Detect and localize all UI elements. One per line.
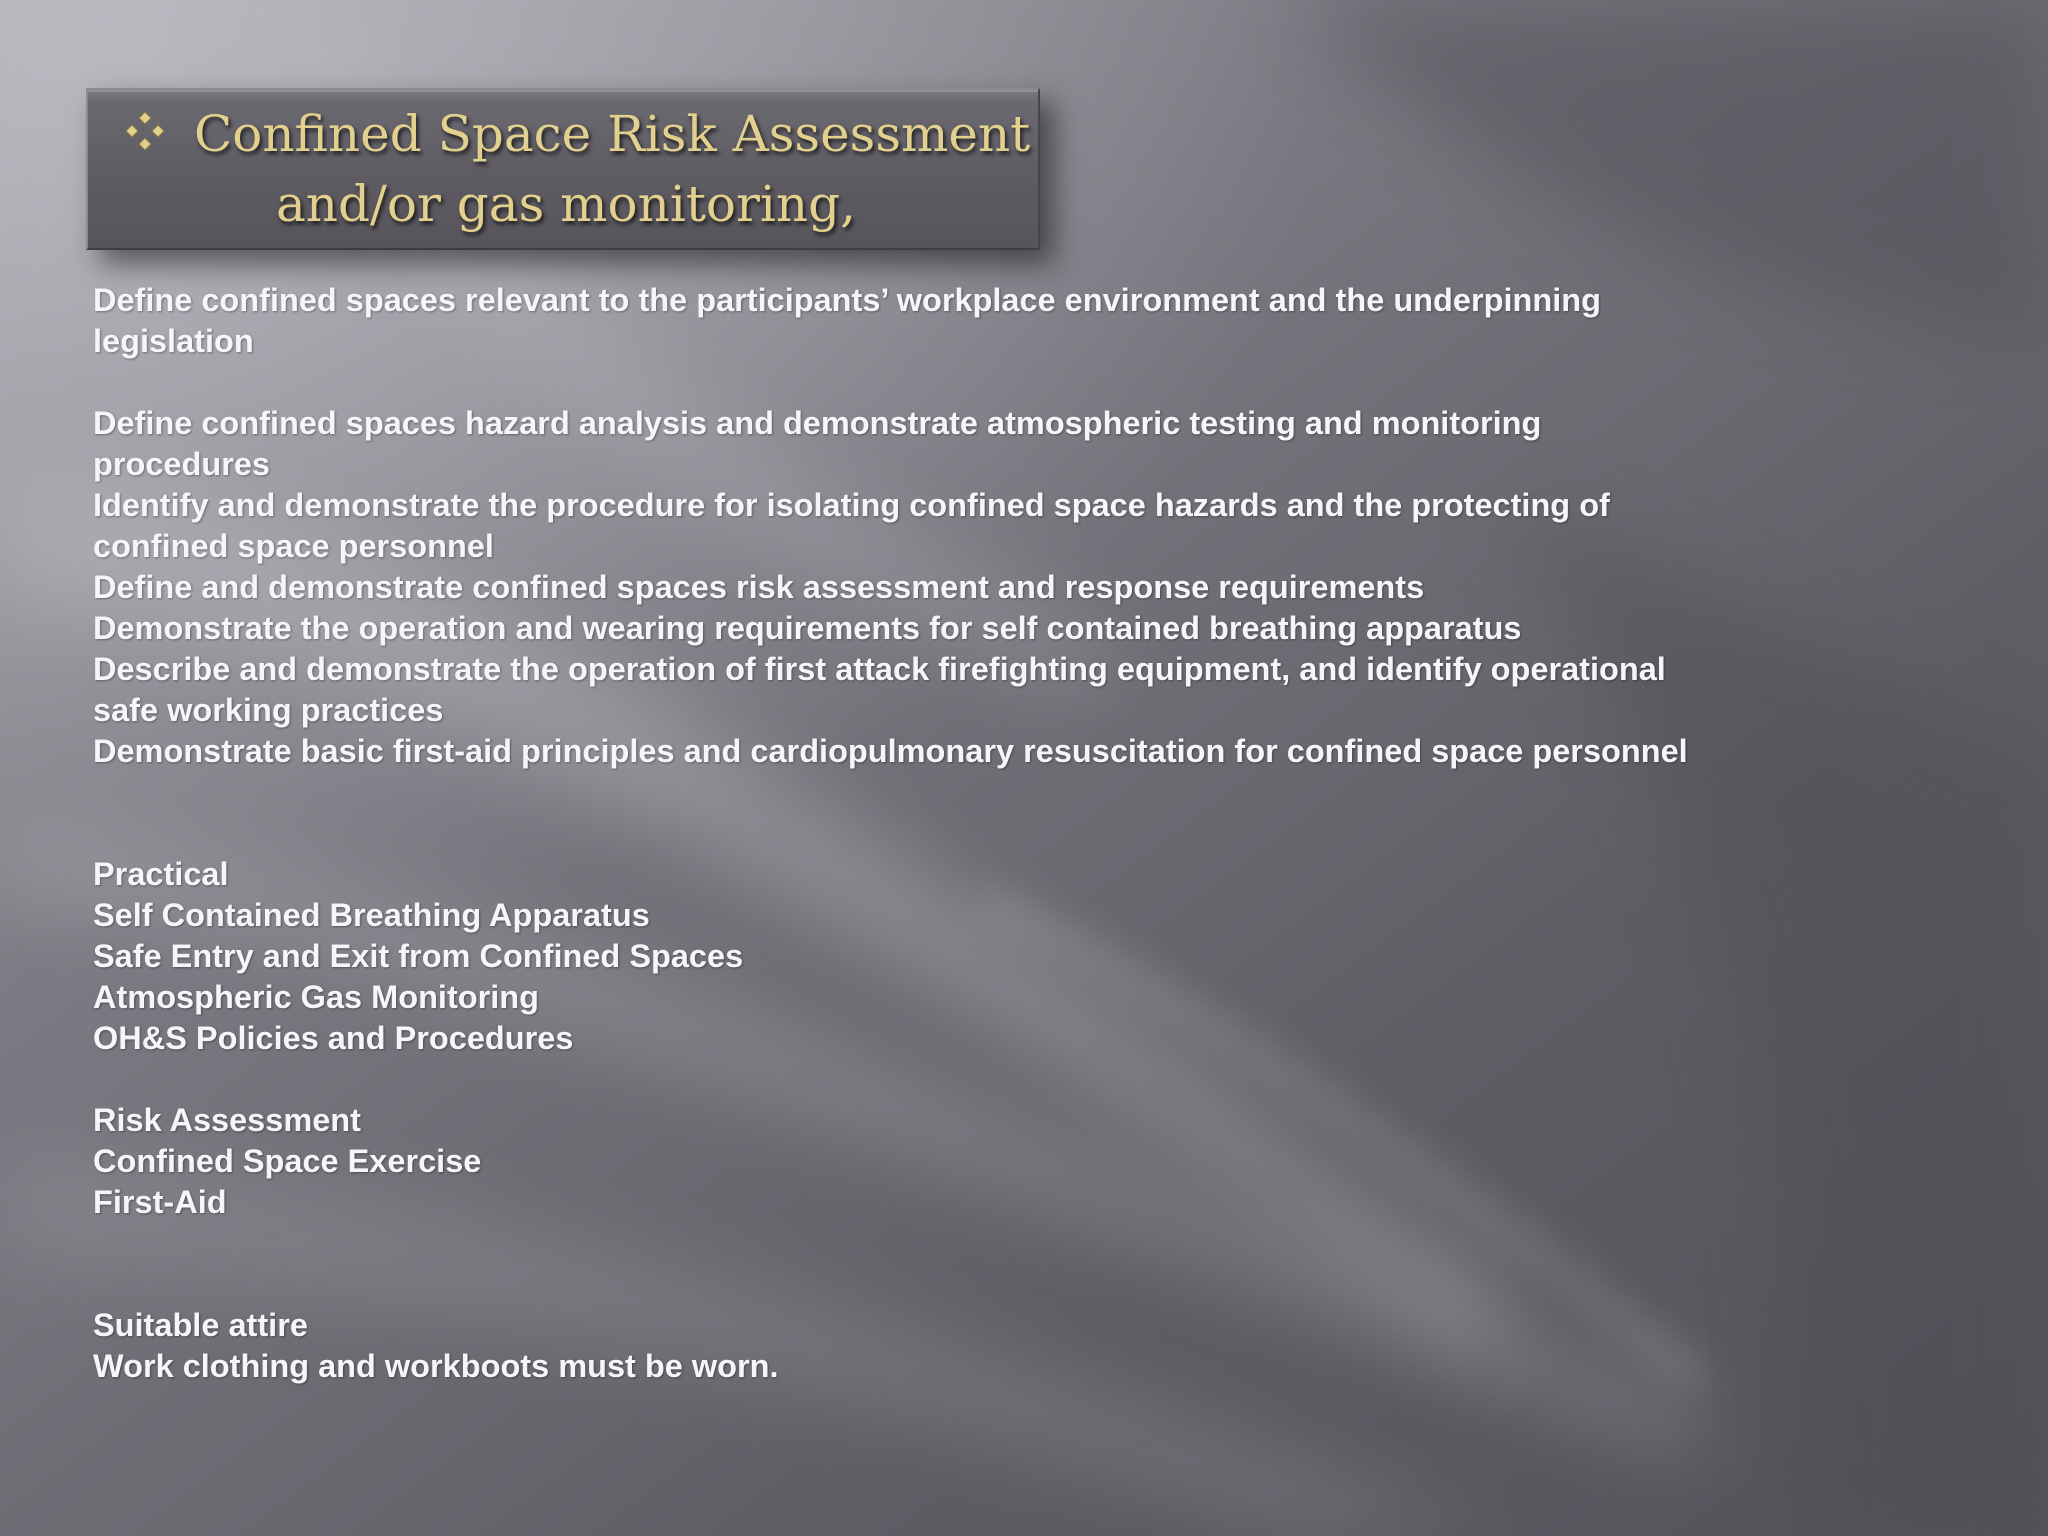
objective-line: Define and demonstrate confined spaces risk assessment and response requirements xyxy=(93,569,1425,605)
slide-title-line-1: Confined Space Risk Assessment xyxy=(194,105,1031,163)
objective-line: Demonstrate the operation and wearing requirements for self contained breathing apparatus xyxy=(93,610,1522,646)
four-diamond-bullet-icon xyxy=(122,108,168,154)
title-box xyxy=(86,88,1040,250)
spacer xyxy=(93,1223,1913,1305)
objective-line: Define confined spaces hazard analysis and demonstrate atmospheric testing and monitoring xyxy=(93,405,1542,441)
practical-item: Safe Entry and Exit from Confined Spaces xyxy=(93,938,744,974)
spacer xyxy=(93,362,1913,403)
assessment-item: First-Aid xyxy=(93,1184,227,1220)
spacer xyxy=(93,1059,1913,1100)
assessment-item: Confined Space Exercise xyxy=(93,1143,482,1179)
objective-line: Describe and demonstrate the operation of first attack firefighting equipment, and identify operational xyxy=(93,651,1666,687)
slide-title-line-2: and/or gas monitoring, xyxy=(276,175,857,233)
objective-line: Demonstrate basic first-aid principles and cardiopulmonary resuscitation for confined space personnel xyxy=(93,733,1688,769)
objective-line: legislation xyxy=(93,323,254,359)
spacer xyxy=(93,772,1913,854)
slide-body xyxy=(93,280,1913,1387)
practical-item: Atmospheric Gas Monitoring xyxy=(93,979,540,1015)
objective-line: Identify and demonstrate the procedure for isolating confined space hazards and the protecting of xyxy=(93,487,1610,523)
practical-heading: Practical xyxy=(93,856,229,892)
objective-line: Define confined spaces relevant to the participants’ workplace environment and the underpinning xyxy=(93,282,1601,318)
attire-heading: Suitable attire xyxy=(93,1307,308,1343)
objective-line: confined space personnel xyxy=(93,528,494,564)
assessment-item: Risk Assessment xyxy=(93,1102,361,1138)
attire-text: Work clothing and workboots must be worn. xyxy=(93,1348,779,1384)
objective-line: safe working practices xyxy=(93,692,444,728)
practical-item: OH&S Policies and Procedures xyxy=(93,1020,574,1056)
practical-item: Self Contained Breathing Apparatus xyxy=(93,897,650,933)
objective-line: procedures xyxy=(93,446,271,482)
